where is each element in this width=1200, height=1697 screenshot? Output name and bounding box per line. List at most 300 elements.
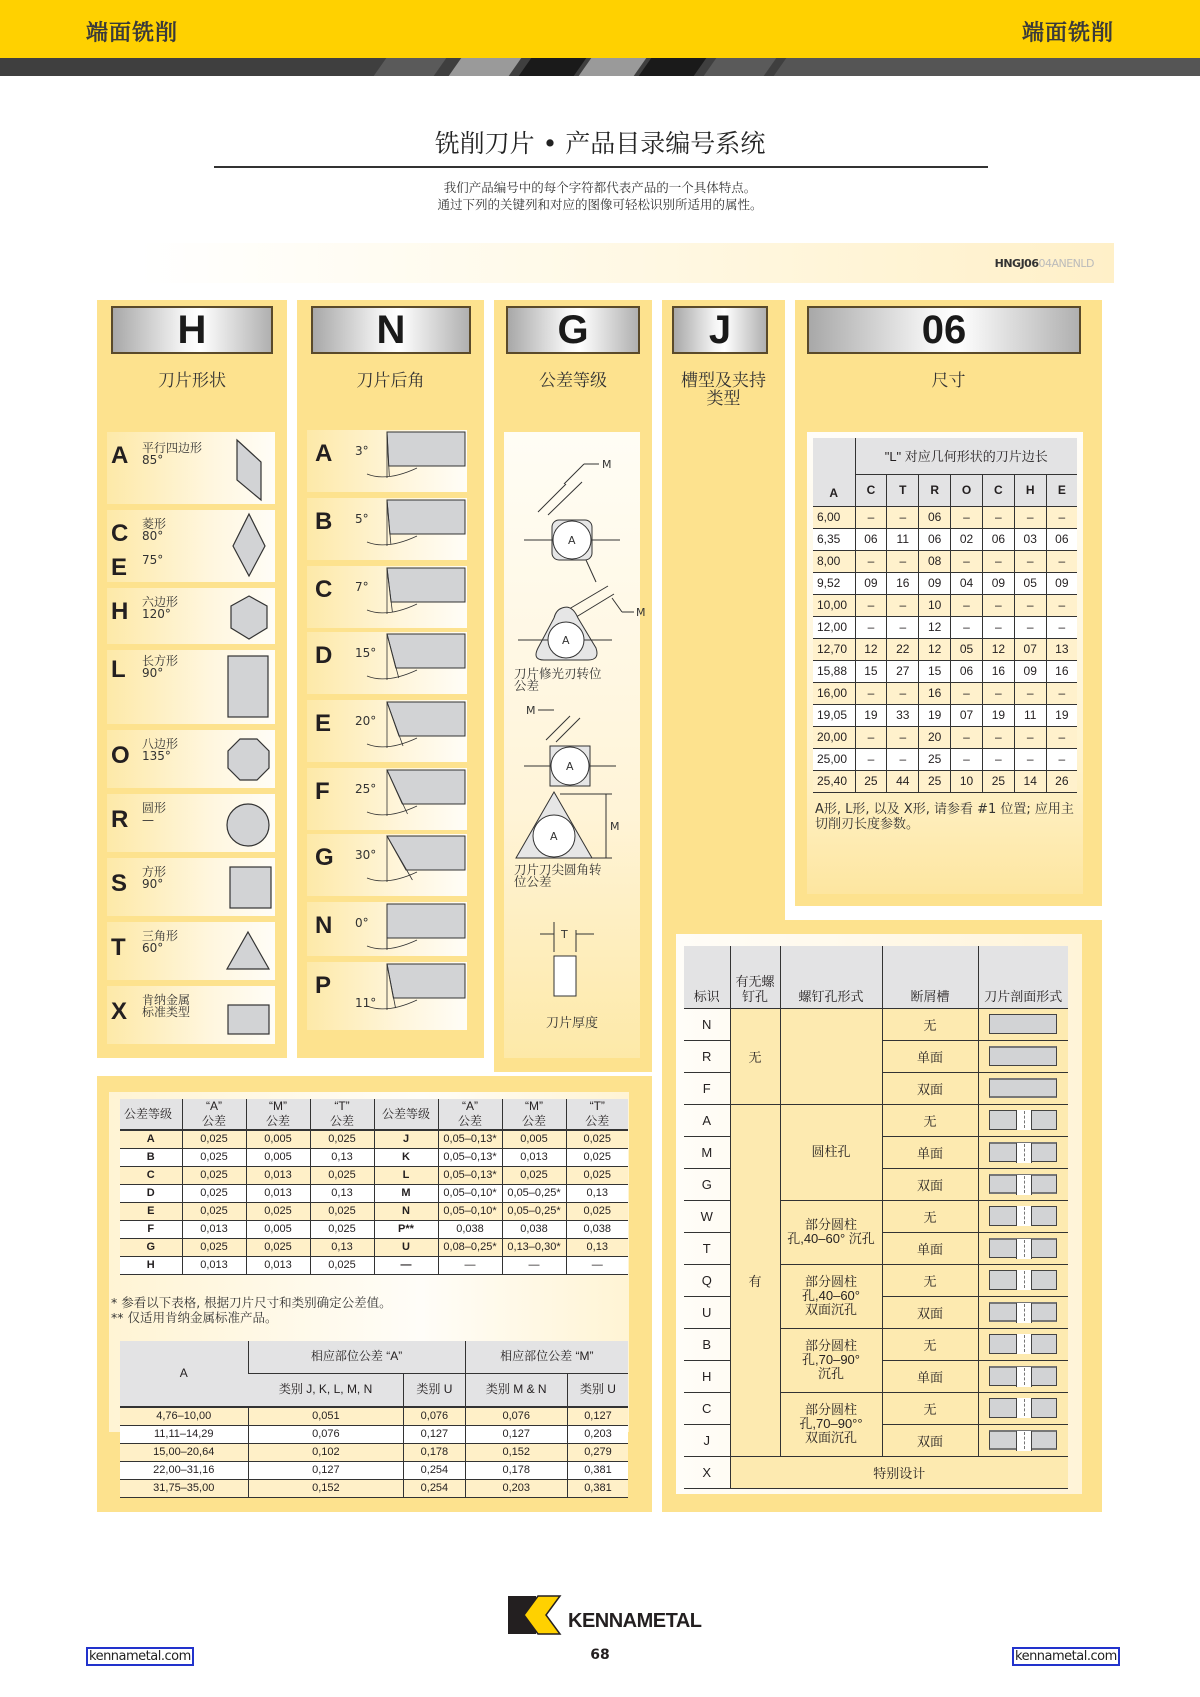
tolerance-grade: L [374, 1166, 438, 1184]
size-cell: – [1014, 550, 1046, 572]
th-size-col: E [1046, 474, 1077, 506]
size-cell: – [1046, 594, 1077, 616]
hole-type: 部分圆柱 孔,40–60° 双面沉孔 [780, 1264, 882, 1328]
size-cell: 12 [919, 638, 951, 660]
size-cell: 27 [887, 660, 919, 682]
octagon-icon [227, 738, 271, 782]
size-cell: 02 [951, 528, 983, 550]
triangle-sharp-diagram [504, 790, 640, 870]
shape-name: 方形 [142, 865, 167, 879]
catalog-code [995, 257, 1094, 270]
title-divider [214, 166, 988, 168]
tolerance-value: 0,013 [246, 1256, 310, 1274]
chipbreaker-type: 双面 [882, 1168, 978, 1200]
panel-chipbreaker [662, 300, 785, 940]
hole-type: 圆柱孔 [780, 1104, 882, 1200]
tolerance-value: 0,005 [246, 1220, 310, 1238]
size-cell: 19 [1046, 704, 1077, 726]
size-cell: – [951, 682, 983, 704]
chipbreaker-type: 双面 [882, 1072, 978, 1104]
size-cell: 26 [1046, 770, 1077, 792]
size-row [813, 616, 1077, 638]
footer-link-left[interactable]: kennametal.com [86, 1647, 194, 1666]
size-cell: 10 [919, 594, 951, 616]
chipbreaker-id: X [684, 1456, 730, 1488]
clearance-angle: 15° [355, 646, 377, 660]
th-profile: 刀片剖面形式 [978, 946, 1068, 1008]
chipbreaker-type: 单面 [882, 1360, 978, 1392]
square-icon [229, 866, 273, 910]
size-cell: 13 [1046, 638, 1077, 660]
size-cell: – [951, 594, 983, 616]
insert-profile-icon [989, 1110, 1057, 1130]
screw-hole-presence: 无 [730, 1008, 780, 1104]
svg-text:A: A [550, 830, 558, 843]
chipbreaker-type: 双面 [882, 1296, 978, 1328]
th-m-class-u: 类别 U [567, 1373, 628, 1407]
size-cell: 10 [951, 770, 983, 792]
key-box-06: 06 [807, 306, 1081, 354]
size-cell: 25 [855, 770, 887, 792]
size-cell: 05 [1014, 572, 1046, 594]
insert-profile-icon [989, 1302, 1057, 1322]
th-size-col: C [982, 474, 1014, 506]
panel-tolerance [494, 300, 652, 1072]
shape-letter: O [111, 742, 130, 769]
clearance-angle-icon [307, 962, 397, 1030]
tolerance-value: 0,05–0,13* [438, 1130, 502, 1148]
hexagon-icon [229, 596, 269, 640]
chipbreaker-id: T [684, 1232, 730, 1264]
panel-shape [97, 300, 287, 1058]
tolerance-value: 0,381 [567, 1479, 628, 1497]
tolerance-grade: P** [374, 1220, 438, 1238]
insert-profile-icon [989, 1046, 1057, 1066]
tolerance-value: 0,05–0,13* [438, 1166, 502, 1184]
tolerance-value: 0,08–0,25* [438, 1238, 502, 1256]
size-cell: – [855, 748, 887, 770]
th-m-tol-2: “M” 公差 [502, 1099, 566, 1130]
th-size-a: A [813, 438, 855, 506]
chipbreaker-type: 双面 [882, 1424, 978, 1456]
size-cell: 15 [919, 660, 951, 682]
size-cell: – [1046, 726, 1077, 748]
clearance-card-d [307, 632, 467, 694]
size-cell: 07 [951, 704, 983, 726]
shape-angle: 60° [142, 941, 164, 955]
shape-card-h [107, 588, 275, 644]
size-row [813, 550, 1077, 572]
svg-text:A: A [568, 534, 576, 547]
size-a-value: 10,00 [813, 594, 855, 616]
tolerance-value: 0,013 [182, 1220, 246, 1238]
rhombus-icon [231, 514, 267, 578]
tolerance-value: 0,025 [566, 1148, 628, 1166]
th-size-col: T [887, 474, 919, 506]
size-cell: – [887, 616, 919, 638]
tolerance-row [120, 1256, 628, 1274]
size-cell: 11 [1014, 704, 1046, 726]
tolerance-row [120, 1148, 628, 1166]
shape-card-a [107, 432, 275, 504]
triangle-icon [227, 932, 271, 972]
tolerance-value: 0,203 [465, 1479, 567, 1497]
clearance-angle: 25° [355, 782, 377, 796]
tolerance-grade: C [120, 1166, 182, 1184]
chipbreaker-type: 无 [882, 1264, 978, 1296]
tolerance-value: 0,051 [248, 1407, 404, 1425]
tolerance-value: 0,102 [248, 1443, 404, 1461]
clearance-card-c [307, 566, 467, 628]
tolerance-note-2: ** 仅适用肯纳金属标准产品。 [111, 1310, 278, 1325]
th-group-a: 相应部位公差 “A” [248, 1341, 465, 1373]
chipbreaker-type: 无 [882, 1328, 978, 1360]
tolerance-value: 0,005 [246, 1148, 310, 1166]
size-cell: 08 [919, 550, 951, 572]
chipbreaker-id: M [684, 1136, 730, 1168]
size-cell: – [1046, 748, 1077, 770]
shape-letter: T [111, 934, 126, 961]
size-cell: – [855, 726, 887, 748]
size-row [813, 638, 1077, 660]
shape-name: 菱形 [142, 517, 167, 531]
chipbreaker-type: 无 [882, 1200, 978, 1232]
panel-title-clearance: 刀片后角 [356, 371, 425, 391]
size-cell: 12 [855, 638, 887, 660]
size-a-value: 16,00 [813, 682, 855, 704]
size-a-value: 6,00 [813, 506, 855, 528]
tolerance-value: 0,13 [566, 1238, 628, 1256]
size-cell: 06 [982, 528, 1014, 550]
size-cell: 20 [919, 726, 951, 748]
tolerance-value: 0,05–0,25* [502, 1184, 566, 1202]
chipbreaker-id: A [684, 1104, 730, 1136]
tolerance-value: 0,13 [310, 1148, 374, 1166]
corner-tolerance-table [120, 1341, 628, 1498]
th-size-col: O [951, 474, 983, 506]
square-sharp-diagram [504, 702, 640, 792]
size-cell: – [1014, 594, 1046, 616]
tolerance-value: 0,025 [182, 1166, 246, 1184]
special-design: 特别设计 [730, 1456, 1068, 1488]
clearance-angle: 11° [355, 996, 377, 1010]
shape-angle: 85° [142, 453, 164, 467]
th-grade: 公差等级 [120, 1099, 182, 1130]
shape-letter: X [111, 998, 128, 1025]
tolerance-value: 0,178 [404, 1443, 465, 1461]
size-range: 4,76–10,00 [120, 1407, 248, 1425]
shape-angle: — [142, 813, 154, 827]
shape-name-2: 标准类型 [142, 1005, 191, 1019]
intro-text [0, 179, 1200, 213]
th-size-group: "L" 对应几何形状的刀片边长 [855, 438, 1077, 474]
size-cell: 25 [919, 770, 951, 792]
shape-angle: 80° [142, 529, 164, 543]
th-size-col: C [855, 474, 887, 506]
shape-card-o [107, 730, 275, 788]
tolerance-value: 0,025 [182, 1148, 246, 1166]
hole-type: 部分圆柱 孔,40–60° 沉孔 [780, 1200, 882, 1264]
tolerance-row [120, 1220, 628, 1238]
size-cell: – [951, 726, 983, 748]
size-cell: 06 [919, 528, 951, 550]
panel-tolerance-tables [97, 1076, 652, 1512]
tolerance-value: 0,076 [465, 1407, 567, 1425]
shape-angle: 90° [142, 666, 164, 680]
clearance-angle-icon [307, 902, 397, 956]
tolerance-value: 0,005 [502, 1130, 566, 1148]
size-row [813, 748, 1077, 770]
th-a-class-u: 类别 U [404, 1373, 465, 1407]
svg-text:A: A [562, 634, 570, 647]
rectangle-icon [227, 655, 269, 719]
header-title-right: 端面铣削 [1021, 21, 1114, 46]
size-cell: – [1014, 616, 1046, 638]
shape-letter: R [111, 806, 129, 833]
size-cell: 09 [982, 572, 1014, 594]
size-range: 15,00–20,64 [120, 1443, 248, 1461]
chipbreaker-id: B [684, 1328, 730, 1360]
size-cell: – [855, 506, 887, 528]
standard-type-icon [227, 1004, 271, 1036]
chipbreaker-id: G [684, 1168, 730, 1200]
clearance-card-g [307, 834, 467, 896]
th-size-col: H [1014, 474, 1046, 506]
size-cell: 25 [919, 748, 951, 770]
chipbreaker-row [684, 1104, 1068, 1136]
clearance-card-b [307, 498, 467, 560]
tolerance-value: 0,178 [465, 1461, 567, 1479]
tolerance-value: — [438, 1256, 502, 1274]
corner-tolerance-row [120, 1407, 628, 1425]
key-box-j: J [672, 306, 768, 354]
size-cell: – [1014, 748, 1046, 770]
shape-letter: S [111, 870, 128, 897]
clearance-angle-icon [307, 632, 397, 694]
shape-letter: A [111, 442, 129, 469]
size-row [813, 704, 1077, 726]
size-cell: – [951, 616, 983, 638]
size-cell: – [887, 682, 919, 704]
size-cell: 15 [855, 660, 887, 682]
shape-letter: C [111, 520, 129, 547]
tolerance-grade: K [374, 1148, 438, 1166]
size-cell: 19 [919, 704, 951, 726]
key-box-h: H [111, 306, 273, 354]
th-a: A [120, 1341, 248, 1407]
size-cell: – [887, 550, 919, 572]
size-cell: 09 [855, 572, 887, 594]
tolerance-value: 0,025 [310, 1220, 374, 1238]
tolerance-value: 0,013 [246, 1184, 310, 1202]
chipbreaker-type: 单面 [882, 1136, 978, 1168]
catalog-code-bar [140, 243, 1114, 283]
chipbreaker-id: U [684, 1296, 730, 1328]
header-stripe [0, 58, 1200, 76]
thickness-diagram [504, 922, 640, 1002]
intro-line-2: 通过下列的关键列和对应的图像可轻松识别所适用的属性。 [437, 197, 763, 212]
chipbreaker-type: 单面 [882, 1040, 978, 1072]
header-title-left: 端面铣削 [86, 21, 179, 46]
insert-profile-icon [989, 1238, 1057, 1258]
hole-type: 部分圆柱 孔,70–90° 沉孔 [780, 1328, 882, 1392]
key-box-g: G [506, 306, 640, 354]
size-a-value: 15,88 [813, 660, 855, 682]
clearance-angle: 30° [355, 848, 377, 862]
tolerance-value: 0,13–0,30* [502, 1238, 566, 1256]
footer-link-right[interactable]: kennametal.com [1012, 1647, 1120, 1666]
tolerance-value: — [566, 1256, 628, 1274]
code-rest: 04ANENLD [1038, 257, 1094, 270]
size-row [813, 572, 1077, 594]
shape-name: 肯纳金属 [142, 993, 191, 1007]
th-a-tol-2: “A” 公差 [438, 1099, 502, 1130]
shape-angle: 135° [142, 749, 171, 763]
clearance-card-n [307, 902, 467, 956]
th-a-class-jklmn: 类别 J, K, L, M, N [248, 1373, 404, 1407]
tolerance-value: 0,254 [404, 1461, 465, 1479]
size-cell: 22 [887, 638, 919, 660]
svg-text:M: M [526, 704, 536, 717]
tolerance-grade: N [374, 1202, 438, 1220]
shape-name: 六边形 [142, 595, 179, 609]
th-chipbreaker: 断屑槽 [882, 946, 978, 1008]
corner-tolerance-row [120, 1461, 628, 1479]
size-cell: 44 [887, 770, 919, 792]
tolerance-value: 0,127 [404, 1425, 465, 1443]
clearance-angle-icon [307, 430, 397, 492]
panel-size [795, 300, 1102, 906]
tolerance-grade: J [374, 1130, 438, 1148]
shape-card-s [107, 858, 275, 916]
size-cell: 07 [1014, 638, 1046, 660]
size-cell: 06 [855, 528, 887, 550]
size-row [813, 726, 1077, 748]
clearance-angle-icon [307, 498, 397, 560]
size-a-value: 6,35 [813, 528, 855, 550]
insert-profile-icon [989, 1366, 1057, 1386]
chipbreaker-type: 单面 [882, 1232, 978, 1264]
size-cell: – [855, 550, 887, 572]
tolerance-value: 0,025 [566, 1130, 628, 1148]
tolerance-value: 0,025 [310, 1166, 374, 1184]
clearance-angle-icon [307, 834, 397, 896]
tolerance-value: 0,13 [566, 1184, 628, 1202]
th-id: 标识 [684, 946, 730, 1008]
size-cell: – [887, 506, 919, 528]
tolerance-value: 0,025 [246, 1202, 310, 1220]
shape-angle: 90° [142, 877, 164, 891]
tolerance-value: 0,279 [567, 1443, 628, 1461]
size-cell: 06 [951, 660, 983, 682]
tolerance-value: 0,127 [567, 1407, 628, 1425]
size-cell: 14 [1014, 770, 1046, 792]
chipbreaker-id: Q [684, 1264, 730, 1296]
shape-card-r [107, 794, 275, 852]
size-cell: 03 [1014, 528, 1046, 550]
panel-title-shape: 刀片形状 [158, 371, 226, 391]
code-highlight: HNGJ06 [994, 257, 1039, 270]
page-number: 68 [590, 1647, 610, 1663]
size-cell: – [982, 748, 1014, 770]
clearance-angle: 0° [355, 916, 369, 930]
clearance-letter: N [315, 912, 333, 939]
tolerance-value: 0,025 [310, 1202, 374, 1220]
tolerance-value: 0,005 [246, 1130, 310, 1148]
clearance-letter: E [315, 710, 332, 737]
key-box-n: N [311, 306, 471, 354]
size-cell: 09 [1046, 572, 1077, 594]
size-a-value: 25,00 [813, 748, 855, 770]
size-cell: 11 [887, 528, 919, 550]
size-cell: – [1014, 726, 1046, 748]
size-cell: 25 [982, 770, 1014, 792]
size-cell: – [982, 594, 1014, 616]
tolerance-value: 0,025 [566, 1166, 628, 1184]
tolerance-value: — [502, 1256, 566, 1274]
shape-letter: E [111, 554, 128, 581]
size-table [813, 438, 1077, 793]
size-cell: – [982, 682, 1014, 704]
intro-line-1: 我们产品编号中的每个字符都代表产品的一个具体特点。 [443, 180, 757, 195]
clearance-card-f [307, 768, 467, 830]
tolerance-value: 0,127 [248, 1461, 404, 1479]
size-cell: 06 [1046, 528, 1077, 550]
corner-tolerance-row [120, 1443, 628, 1461]
th-t-tol-2: “T” 公差 [566, 1099, 628, 1130]
insert-profile-icon [989, 1174, 1057, 1194]
screw-hole-presence: 有 [730, 1104, 780, 1456]
chipbreaker-type: 无 [882, 1008, 978, 1040]
shape-card-x [107, 986, 275, 1044]
tolerance-value: 0,254 [404, 1479, 465, 1497]
corner-tolerance-row [120, 1425, 628, 1443]
size-a-value: 20,00 [813, 726, 855, 748]
chipbreaker-id: J [684, 1424, 730, 1456]
shape-angle: 120° [142, 607, 171, 621]
tolerance-row [120, 1166, 628, 1184]
shape-letter: L [111, 656, 126, 683]
tolerance-value: 0,025 [182, 1130, 246, 1148]
shape-name: 长方形 [142, 654, 179, 668]
tolerance-value: 0,152 [248, 1479, 404, 1497]
tolerance-value: 0,025 [310, 1130, 374, 1148]
insert-profile-icon [989, 1270, 1057, 1290]
size-cell: 19 [855, 704, 887, 726]
tolerance-note-1: * 参看以下表格, 根据刀片尺寸和类别确定公差值。 [111, 1295, 392, 1310]
chipbreaker-id: C [684, 1392, 730, 1424]
tolerance-grade: F [120, 1220, 182, 1238]
clearance-angle: 3° [355, 444, 369, 458]
size-range: 11,11–14,29 [120, 1425, 248, 1443]
header-bar [0, 0, 1200, 58]
tolerance-value: 0,076 [248, 1425, 404, 1443]
panel-title-tolerance: 公差等级 [539, 371, 607, 391]
clearance-angle-icon [307, 768, 397, 830]
shape-card-c-e [107, 510, 275, 582]
size-a-value: 19,05 [813, 704, 855, 726]
size-cell: 09 [1014, 660, 1046, 682]
chipbreaker-row [684, 1456, 1068, 1488]
size-row [813, 528, 1077, 550]
size-cell: – [982, 726, 1014, 748]
th-size-col: R [919, 474, 951, 506]
corner-tolerance-row [120, 1479, 628, 1497]
clearance-angle: 7° [355, 580, 369, 594]
tolerance-value: 0,127 [465, 1425, 567, 1443]
tolerance-value: 0,05–0,13* [438, 1148, 502, 1166]
size-cell: 12 [919, 616, 951, 638]
